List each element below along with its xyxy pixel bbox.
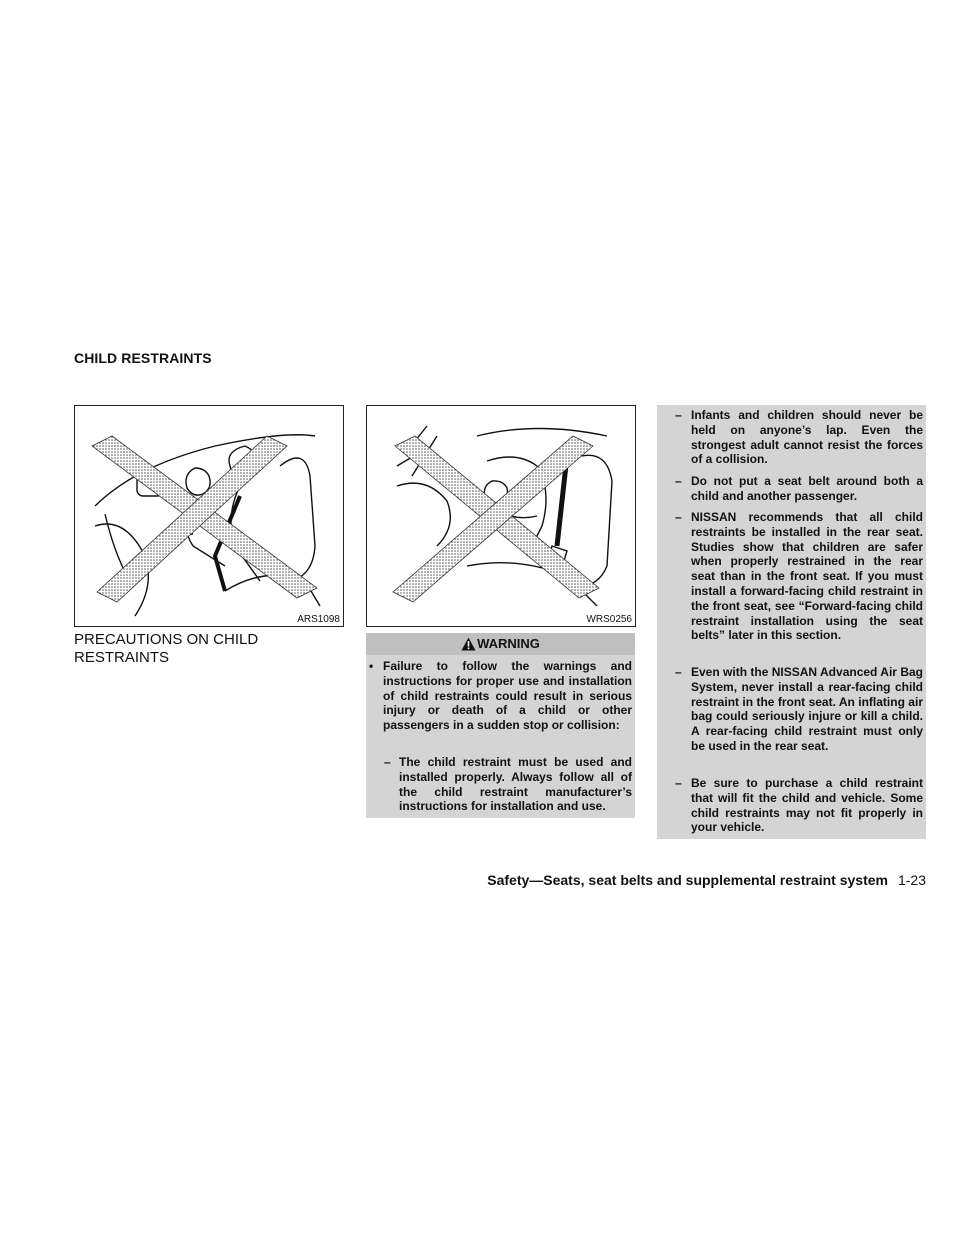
dash-icon: – <box>384 755 391 769</box>
footer-section-title: Safety—Seats, seat belts and supplemental restraint system <box>487 872 888 888</box>
dash-icon: – <box>675 665 682 679</box>
illustration-rear-facing-seat-airbag <box>367 406 635 626</box>
figure-child-on-lap <box>74 405 344 627</box>
list-item: Be sure to purchase a child restraint that will fit the child and vehicle. Some child restraints may not fit properly in your vehicle. <box>691 776 923 835</box>
illustration-child-held-on-lap <box>75 406 343 626</box>
warning-bullet-text: Failure to follow the warnings and instructions for proper use and installation of child restraints could result in serious injury or death of a child or other passengers in a sudden stop or collision: <box>383 659 632 733</box>
page-footer <box>487 872 926 888</box>
figure-child-restraint-airbag <box>366 405 636 627</box>
list-item: NISSAN recommends that all child restraints be installed in the rear seat. Studies show that children are safer when properly restrained in the rear seat than in the front seat. If you must install a forward-facing child restraint in the front seat, see “Forward-facing child restraint installation using the seat belts” later in this section. <box>691 510 923 643</box>
precautions-list <box>657 405 926 839</box>
list-item: Even with the NISSAN Advanced Air Bag System, never install a rear-facing child restraint in the front seat. An inflating air bag could seriously injure or kill a child. A rear-facing child restraint must only be used in the rear seat. <box>691 665 923 753</box>
dash-icon: – <box>675 776 682 790</box>
warning-header <box>366 633 635 655</box>
list-item: Do not put a seat belt around both a child and another passenger. <box>691 474 923 503</box>
figure-id-label: WRS0256 <box>586 614 632 625</box>
warning-heading: WARNING <box>477 636 540 651</box>
warning-triangle-icon <box>461 637 476 651</box>
figure-id-label: ARS1098 <box>297 614 340 625</box>
bullet-icon: • <box>369 659 374 673</box>
warning-sub-item: The child restraint must be used and installed properly. Always follow all of the child restraint manufacturer’s instructions for installation and use. <box>399 755 632 814</box>
dash-icon: – <box>675 474 682 488</box>
dash-icon: – <box>675 408 682 422</box>
subheading: PRECAUTIONS ON CHILD RESTRAINTS <box>74 631 259 666</box>
dash-icon: – <box>675 510 682 524</box>
page-number: 1-23 <box>897 872 926 888</box>
list-item: Infants and children should never be held on anyone’s lap. Even the strongest adult cannot resist the forces of a collision. <box>691 408 923 467</box>
warning-box <box>366 633 635 818</box>
section-title: CHILD RESTRAINTS <box>74 350 212 366</box>
